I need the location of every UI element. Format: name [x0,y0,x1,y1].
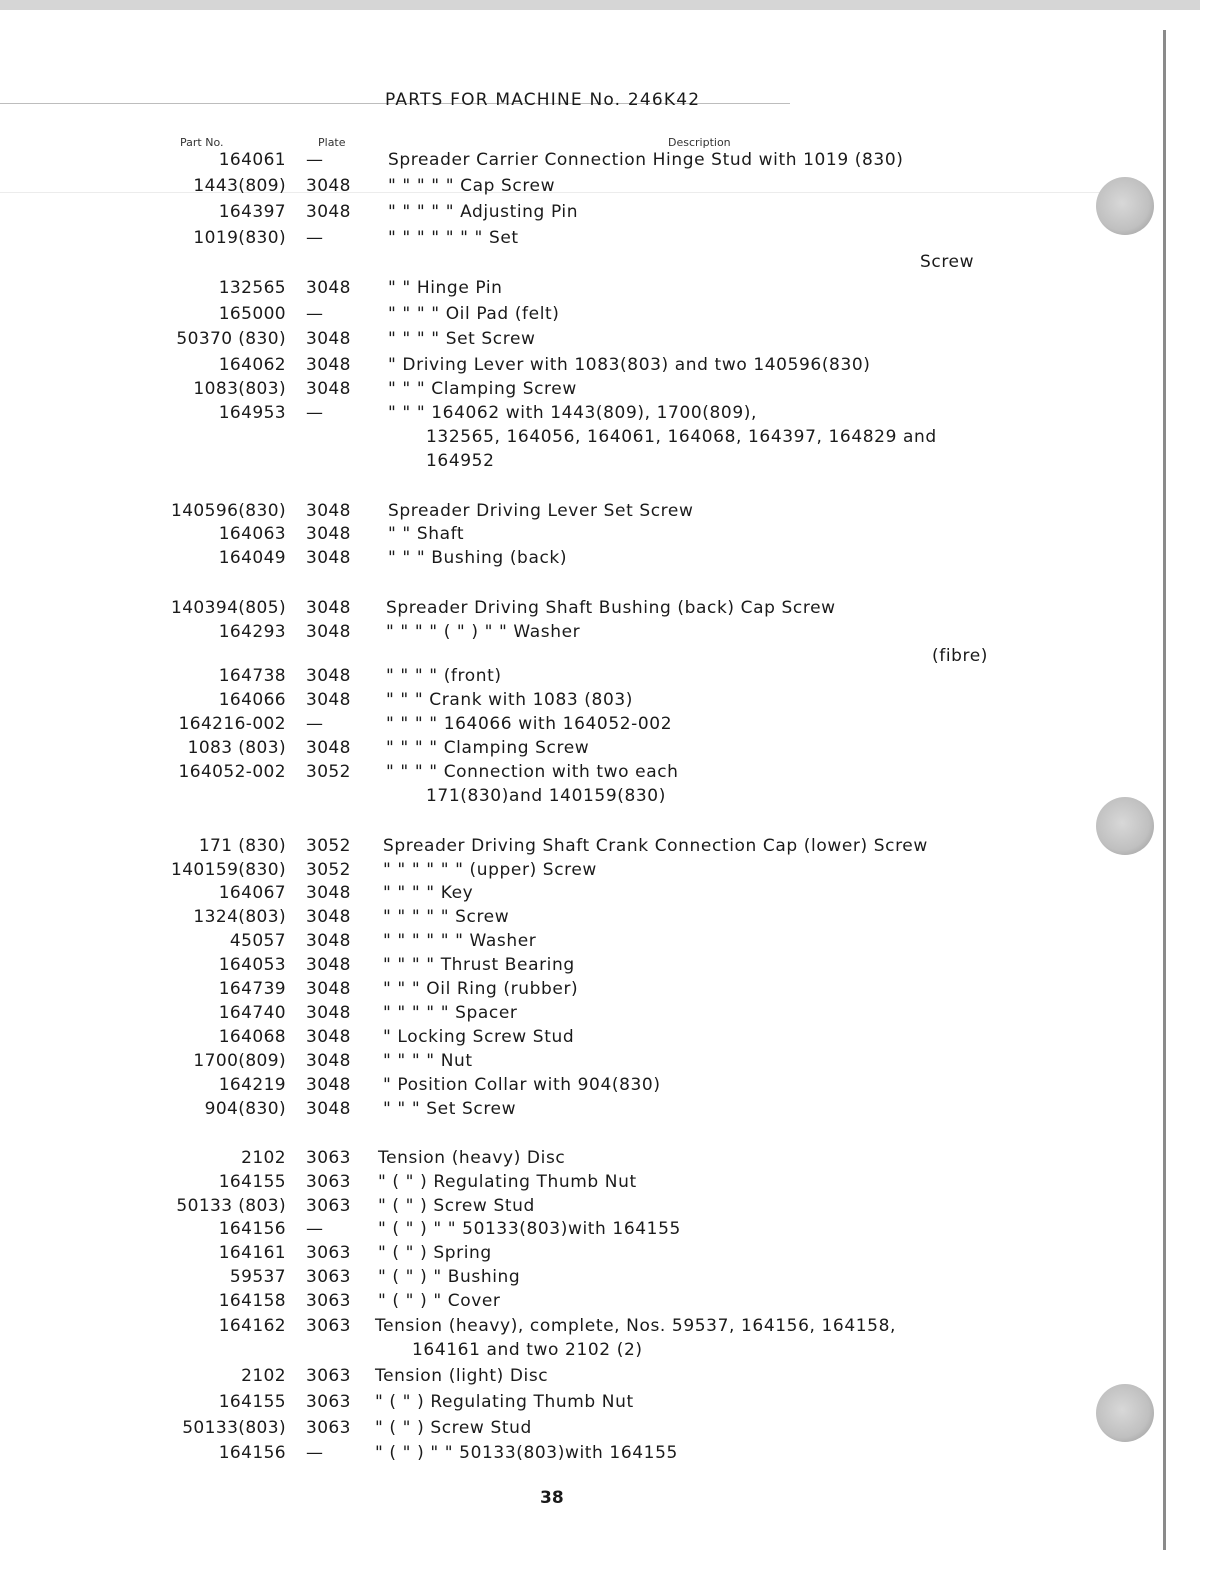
part-description: Tension (heavy), complete, Nos. 59537, 164156, 164158, [375,1316,897,1336]
plate-number: 3063 [306,1392,351,1412]
part-description: " ( " ) Regulating Thumb Nut [378,1172,637,1192]
table-row [0,524,1224,548]
part-description: " " " Bushing (back) [388,548,568,568]
part-number: 164068 [218,1027,286,1047]
table-row [0,1291,1224,1315]
table-row [0,150,1224,174]
plate-number: 3048 [306,738,351,758]
table-row [0,1051,1224,1075]
page-number: 38 [540,1488,564,1508]
part-number: 140596(830) [170,501,286,521]
plate-number: 3048 [306,1075,351,1095]
table-row [0,1027,1224,1051]
part-description: Tension (heavy) Disc [378,1148,566,1168]
part-description: " " " " " " Washer [383,931,537,951]
part-description: " " " " Clamping Screw [386,738,590,758]
plate-number: — [306,403,324,423]
part-number: 50133(803) [182,1418,286,1438]
part-number: 50370 (830) [176,329,286,349]
table-row [0,979,1224,1003]
table-row [0,738,1224,762]
part-description: " " " " Thrust Bearing [383,955,575,975]
part-description: " ( " ) " Bushing [378,1267,521,1287]
scan-top-border [0,0,1200,10]
part-description: " " Hinge Pin [388,278,503,298]
part-number: 164066 [218,690,286,710]
plate-number: — [306,1443,324,1463]
plate-number: 3063 [306,1291,351,1311]
column-header-part-no: Part No. [180,136,224,149]
part-description: " Position Collar with 904(830) [383,1075,661,1095]
table-row [0,202,1224,226]
plate-number: 3048 [306,690,351,710]
plate-number: 3063 [306,1418,351,1438]
part-description: " " " " " " (upper) Screw [383,860,597,880]
part-number: 50133 (803) [176,1196,286,1216]
part-number: 1083(803) [193,379,286,399]
part-number: 164397 [218,202,286,222]
table-row [0,1148,1224,1172]
part-number: 164216-002 [178,714,286,734]
table-row [0,304,1224,328]
table-row [0,762,1224,806]
part-description-continued: Screw [920,252,975,272]
part-description: " " " " " Screw [383,907,510,927]
plate-number: 3048 [306,524,351,544]
plate-number: 3052 [306,860,351,880]
plate-number: — [306,714,324,734]
table-row [0,548,1224,572]
part-number: 164155 [218,1392,286,1412]
part-description-continued: 164161 and two 2102 (2) [412,1340,643,1360]
plate-number: 3063 [306,1366,351,1386]
table-row [0,955,1224,979]
table-row [0,622,1224,666]
part-description: Tension (light) Disc [375,1366,549,1386]
page-title: PARTS FOR MACHINE No. 246K42 [385,90,701,110]
plate-number: 3063 [306,1196,351,1216]
table-row [0,1267,1224,1291]
plate-number: 3048 [306,548,351,568]
table-row [0,931,1224,955]
plate-number: 3048 [306,176,351,196]
part-description: " ( " ) Spring [378,1243,492,1263]
plate-number: 3063 [306,1243,351,1263]
plate-number: 3048 [306,329,351,349]
plate-number: 3048 [306,955,351,975]
table-row [0,1099,1224,1123]
table-row [0,907,1224,931]
part-description: " " " " 164066 with 164052-002 [386,714,673,734]
part-number: 2102 [241,1148,286,1168]
part-description: " " " Set Screw [383,1099,517,1119]
table-row [0,1196,1224,1220]
part-number: 45057 [229,931,286,951]
part-description: " Locking Screw Stud [383,1027,575,1047]
part-number: 164156 [218,1219,286,1239]
part-number: 164067 [218,883,286,903]
part-number: 164053 [218,955,286,975]
part-description-continued: 164952 [426,451,495,471]
plate-number: — [306,1219,324,1239]
part-description: " " " " Nut [383,1051,473,1071]
part-number: 164062 [218,355,286,375]
part-number: 140159(830) [170,860,286,880]
part-number: 164052-002 [178,762,286,782]
part-number: 165000 [218,304,286,324]
part-number: 164061 [218,150,286,170]
plate-number: 3048 [306,355,351,375]
table-row [0,714,1224,738]
part-description-continued: 132565, 164056, 164061, 164068, 164397, 164829 and [426,427,937,447]
plate-number: 3048 [306,202,351,222]
part-number: 164049 [218,548,286,568]
part-description: Spreader Carrier Connection Hinge Stud with 1019 (830) [388,150,904,170]
plate-number: 3063 [306,1172,351,1192]
part-description: " ( " ) " " 50133(803)with 164155 [375,1443,678,1463]
plate-number: 3048 [306,379,351,399]
table-row [0,329,1224,353]
part-description: " " " " ( " ) " " Washer [386,622,581,642]
part-description: " " " Oil Ring (rubber) [383,979,579,999]
table-row [0,228,1224,272]
table-row [0,666,1224,690]
part-number: 1700(809) [193,1051,286,1071]
part-description: " " Shaft [388,524,465,544]
part-number: 164161 [218,1243,286,1263]
part-description: " " " Crank with 1083 (803) [386,690,634,710]
part-description: " " " " " Spacer [383,1003,518,1023]
part-description: " " " " " Cap Screw [388,176,556,196]
part-description: " " " " (front) [386,666,502,686]
plate-number: 3048 [306,907,351,927]
part-description: " " " " Oil Pad (felt) [388,304,560,324]
table-row [0,1172,1224,1196]
plate-number: 3048 [306,1027,351,1047]
table-row [0,1075,1224,1099]
plate-number: 3063 [306,1148,351,1168]
table-row [0,883,1224,907]
plate-number: — [306,228,324,248]
plate-number: — [306,150,324,170]
plate-number: 3048 [306,979,351,999]
plate-number: — [306,304,324,324]
plate-number: 3048 [306,1003,351,1023]
part-number: 164155 [218,1172,286,1192]
part-number: 132565 [218,278,286,298]
plate-number: 3048 [306,278,351,298]
part-description: Spreader Driving Shaft Crank Connection Cap (lower) Screw [383,836,928,856]
plate-number: 3048 [306,1099,351,1119]
table-row [0,1243,1224,1267]
plate-number: 3052 [306,762,351,782]
part-description: " " " " Set Screw [388,329,536,349]
table-row [0,1392,1224,1416]
column-header-plate: Plate [318,136,346,149]
table-row [0,176,1224,200]
plate-number: 3048 [306,1051,351,1071]
table-row [0,1418,1224,1442]
part-description: " " " " Key [383,883,474,903]
part-description: " ( " ) Screw Stud [378,1196,535,1216]
part-description: " ( " ) " " 50133(803)with 164155 [378,1219,681,1239]
table-row [0,379,1224,403]
part-number: 164219 [218,1075,286,1095]
part-number: 164293 [218,622,286,642]
part-number: 164158 [218,1291,286,1311]
part-number: 164739 [218,979,286,999]
table-row [0,598,1224,622]
part-description: " " " " " " " Set [388,228,519,248]
part-number: 904(830) [204,1099,286,1119]
part-description: " ( " ) Regulating Thumb Nut [375,1392,634,1412]
plate-number: 3048 [306,622,351,642]
part-description: " Driving Lever with 1083(803) and two 140596(830) [388,355,871,375]
part-number: 164740 [218,1003,286,1023]
plate-number: 3048 [306,501,351,521]
part-number: 59537 [229,1267,286,1287]
part-description: " ( " ) Screw Stud [375,1418,532,1438]
table-row [0,278,1224,302]
part-description-continued: 171(830)and 140159(830) [426,786,666,806]
plate-number: 3052 [306,836,351,856]
part-number: 1019(830) [193,228,286,248]
table-row [0,1219,1224,1243]
plate-number: 3048 [306,883,351,903]
part-description: " " " " Connection with two each [386,762,679,782]
table-row [0,1443,1224,1467]
part-number: 140394(805) [170,598,286,618]
plate-number: 3048 [306,598,351,618]
part-description: Spreader Driving Shaft Bushing (back) Cap Screw [386,598,836,618]
table-row [0,1316,1224,1360]
table-row [0,1003,1224,1027]
table-row [0,690,1224,714]
table-row [0,836,1224,860]
part-description: " " " " " Adjusting Pin [388,202,579,222]
part-number: 164162 [218,1316,286,1336]
part-description: " ( " ) " Cover [378,1291,501,1311]
part-number: 164738 [218,666,286,686]
part-number: 1083 (803) [187,738,286,758]
column-header-description: Description [668,136,731,149]
plate-number: 3048 [306,666,351,686]
part-number: 1443(809) [193,176,286,196]
part-number: 2102 [241,1366,286,1386]
part-description: Spreader Driving Lever Set Screw [388,501,694,521]
part-number: 171 (830) [198,836,286,856]
part-description: " " " 164062 with 1443(809), 1700(809), [388,403,758,423]
table-row [0,403,1224,471]
table-row [0,501,1224,525]
part-description-continued: (fibre) [932,646,989,666]
part-number: 164953 [218,403,286,423]
part-description: " " " Clamping Screw [388,379,577,399]
plate-number: 3063 [306,1316,351,1336]
table-row [0,355,1224,379]
table-row [0,1366,1224,1390]
part-number: 1324(803) [193,907,286,927]
part-number: 164063 [218,524,286,544]
part-number: 164156 [218,1443,286,1463]
plate-number: 3048 [306,931,351,951]
plate-number: 3063 [306,1267,351,1287]
table-row [0,860,1224,884]
